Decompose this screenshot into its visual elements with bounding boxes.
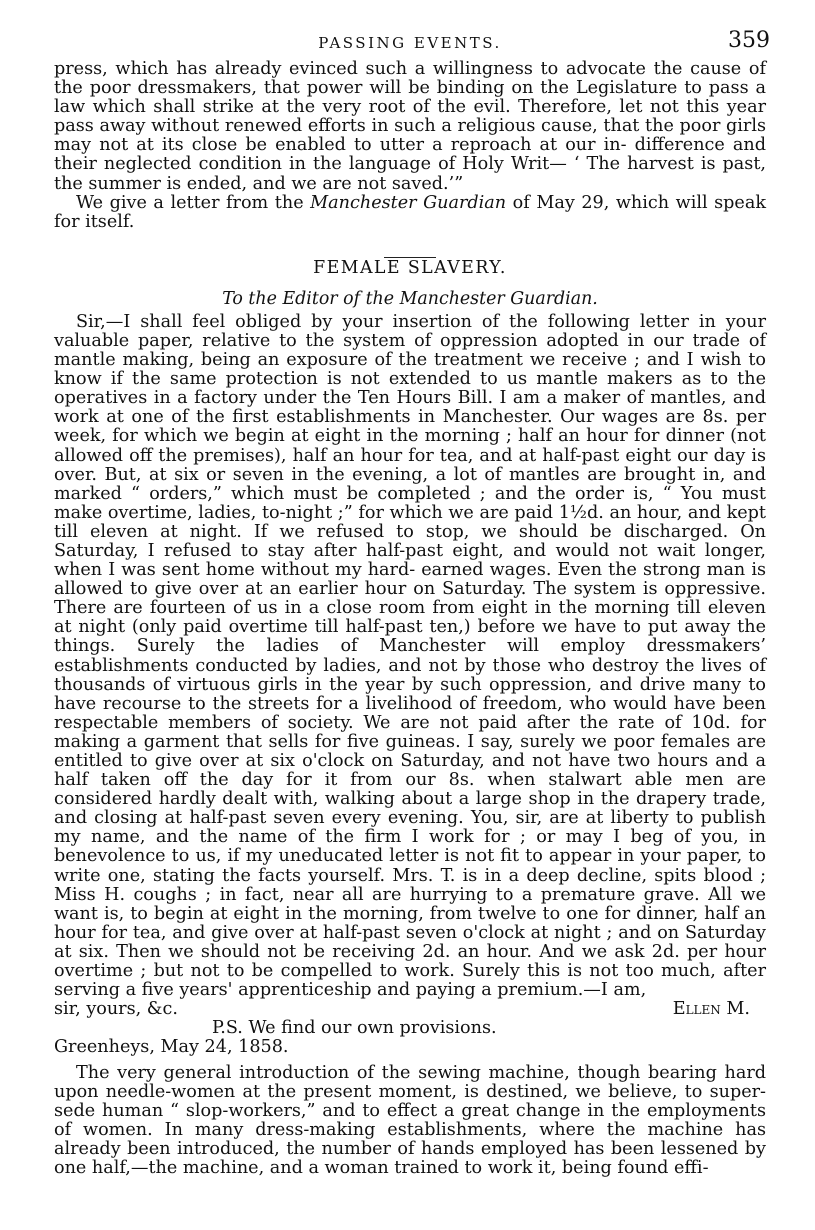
paragraph-introduction xyxy=(54,194,766,232)
letter-postscript: P.S. We find our own provisions. xyxy=(212,1018,497,1039)
running-head xyxy=(54,26,770,60)
newspaper-title: Manchester Guardian xyxy=(310,192,507,213)
running-head-title: PASSING EVENTS. xyxy=(318,34,502,52)
paragraph-continued: press, which has already evinced such a willingness to advocate the cause of the poor dressmakers, that power will be binding on the Legislature to pass a law which shall strike at the very root of the evil. Therefore, let not this year pass away without renewed efforts in such a religious cause, that the poor girls may not at its close be enabled to utter a reproach at our in- difference and their neglected condition in the language of Holy Writ— ‘ The harvest is past, the summer is ended, and we are not saved.’” xyxy=(54,59,766,194)
book-page xyxy=(54,26,770,1178)
letter-dateline: Greenheys, May 24, 1858. xyxy=(54,1037,289,1058)
section-title: FEMALE SLAVERY. xyxy=(313,257,507,278)
letter-body: Sir,—I shall feel obliged by your insertion of the following letter in your valuable paper, relative to the system of oppression adopted in our trade of mantle making, being an exposure of the treatment we receive ; and I wish to know if the same protection is not extended to us mantle makers as to the operatives in a factory under the Ten Hours Bill. I am a maker of mantles, and work at one of the first establishments in Manchester. Our wages are 8s. per week, for which we begin at eight in the morning ; half an hour for dinner (not allowed off the premises), half an hour for tea, and at half-past eight our day is over. But, at six or seven in the evening, a lot of mantles are brought in, and marked “ orders,” which must be completed ; and the order is, “ You must make overtime, ladies, to-night ;” for which we are paid 1½d. an hour, and kept till eleven at night. If we refused to stop, we should be discharged. On Saturday, I refused to stay after half-past eight, and would not wait longer, when I was sent home without my hard- earned wages. Even the strong man is allowed to give over at an earlier hour on Saturday. The system is oppressive. There are fourteen of us in a close room from eight in the morning till eleven at night (only paid overtime till half-past ten,) before we have to put away the things. Surely the ladies of Manchester will employ dressmakers’ establishments conducted by ladies, and not by those who destroy the lives of thousands of virtuous girls in the year by such oppression, and drive many to have recourse to the streets for a livelihood of freedom, who would have been respectable members of society. We are not paid after the rate of 10d. for making a garment that sells for five guineas. I say, surely we poor females are entitled to give over at six o'clock on Saturday, and not have two hours and a half taken off the day for it from our 8s. when stalwart able men are considered hardly dealt with, walking about a large shop in the drapery trade, and closing at half-past seven every evening. You, sir, are at liberty to publish my name, and the name of the firm I work for ; or may I beg of you, in benevolence to us, if my uneducated letter is not fit to appear in your paper, to write one, stating the facts yourself. Mrs. T. is in a deep decline, spits blood ; Miss H. coughs ; in fact, near all are hurrying to a premature grave. All we want is, to begin at eight in the morning, from twelve to one for dinner, half an hour for tea, and give over at half-past seven o'clock at night ; and on Saturday at six. Then we should not be receiving 2d. an hour. And we ask 2d. per hour overtime ; but not to be compelled to work. Surely this is not too much, after serving a five years' apprenticeship and paying a premium.—I am, xyxy=(54,311,766,1001)
letter-closing: sir, yours, &c. xyxy=(54,999,178,1020)
paragraph-intro-after: of May 29, which will speak for itself. xyxy=(54,192,766,232)
paragraph-sewing-machine: The very general introduction of the sewing machine, though bearing hard upon needle-women at the present moment, is destined, we believe, to super- sede human “ slop-workers,” and to effect a great change in the employments of women. In many dress-making establishments, where the machine has already been introduced, the number of hands employed has been lessened by one half,—the machine, and a woman trained to work it, being found effi- xyxy=(54,1062,766,1178)
page-number: 359 xyxy=(728,28,770,53)
letter-signoff xyxy=(54,1000,766,1019)
letter-address: To the Editor of the Manchester Guardian. xyxy=(222,288,598,309)
paragraph-intro-before: We give a letter from the xyxy=(76,192,311,213)
section-divider xyxy=(54,243,766,244)
letter-signature: Ellen M. xyxy=(672,999,750,1020)
